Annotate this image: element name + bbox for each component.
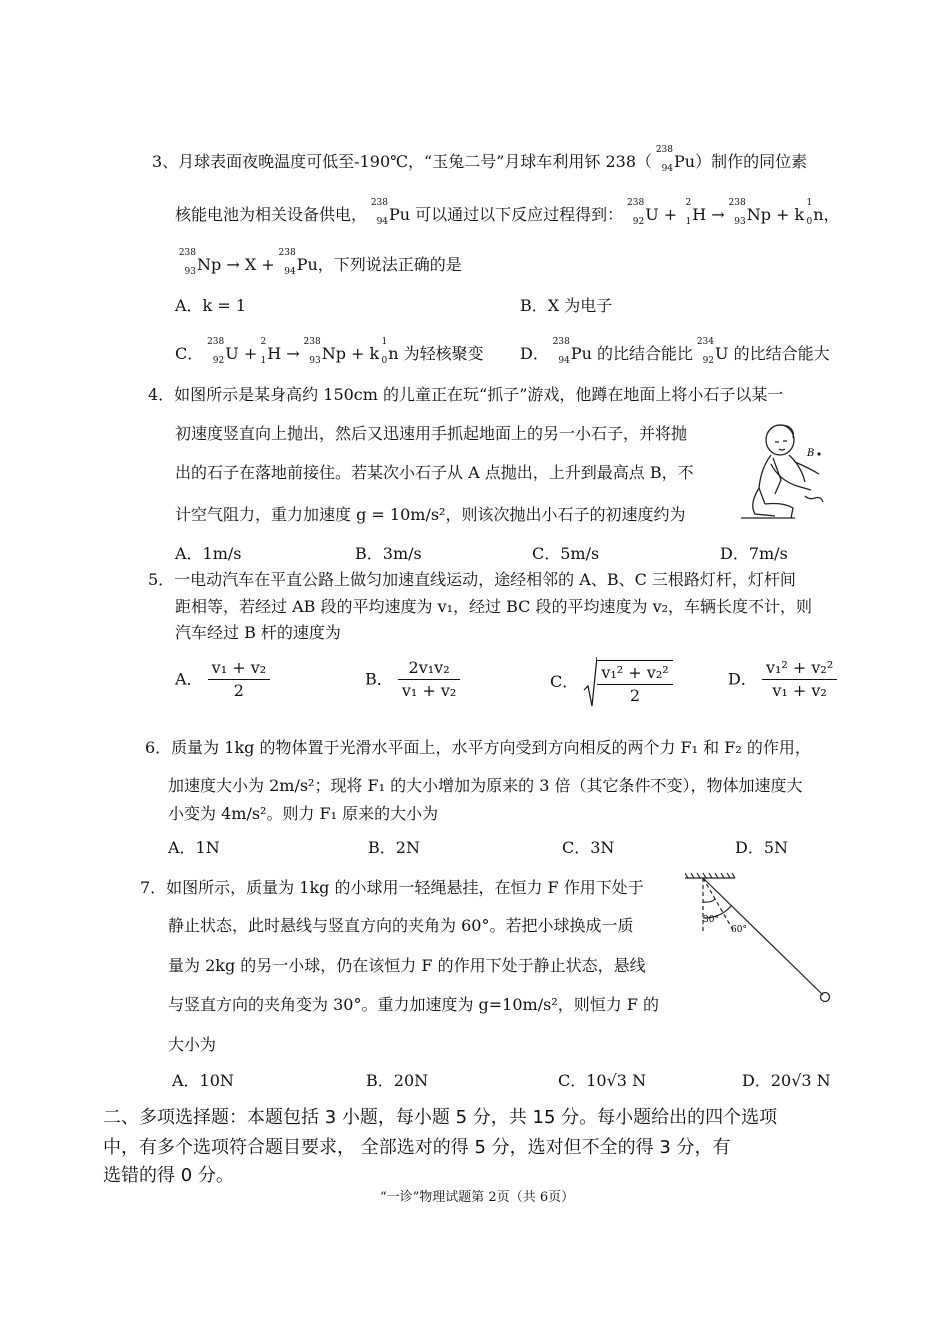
q3-line1: 3、月球表面夜晚温度可低至-190℃，“玉兔二号”月球车利用钚 238（ 238 94 Pu）制作的同位素 (152, 145, 808, 174)
q7-line2: 静止状态，此时悬线与竖直方向的夹角为 60°。若把小球换成一质 (168, 916, 634, 935)
q6-option-c: C．3N (562, 838, 615, 857)
q7-option-d: D．20√3 N (742, 1071, 831, 1090)
q7-option-a: A．10N (172, 1071, 234, 1090)
point-b-label: B (807, 448, 815, 459)
q3-line3: 238 93 Np → X + 238 94 Pu，下列说法正确的是 (178, 248, 462, 277)
q3-option-c: C． 238 92 U + 2 1 H → 238 93 Np + k 1 0 n 为轻核聚变 (175, 337, 484, 366)
q3-line2: 核能电池为相关设备供电， 238 94 Pu 可以通过以下反应过程得到： 238 92 U + 2 1 H → 238 93 Np + k 1 0 n， (175, 198, 840, 227)
section2-line1: 二、多项选择题：本题包括 3 小题，每小题 5 分，共 15 分。每小题给出的四个选项 (103, 1107, 778, 1128)
q7-line3: 量为 2kg 的另一小球，仍在该恒力 F 的作用下处于静止状态，悬线 (168, 956, 646, 975)
q5-option-c: C． $\frac{\text{v₁² + v₂²}}{2}$ (550, 656, 673, 708)
q4-line4: 计空气阻力，重力加速度 g = 10m/s²，则该次抛出小石子的初速度约为 (175, 505, 686, 524)
q6-option-d: D．5N (735, 838, 789, 857)
stone-dot (817, 452, 820, 455)
q5-line1: 5．一电动汽车在平直公路上做匀加速直线运动，途经相邻的 A、B、C 三根路灯杆，灯杆间 (148, 570, 796, 589)
q7-option-b: B．20N (366, 1071, 429, 1090)
q4-option-a: A．1m/s (175, 544, 242, 563)
section2-line3: 选错的得 0 分。 (103, 1165, 234, 1186)
q3-option-d: D． 238 94 Pu 的比结合能比 234 92 U 的比结合能大 (520, 337, 830, 366)
q6-option-b: B．2N (368, 838, 420, 857)
sqrt-sign-icon (583, 656, 597, 708)
q4-option-d: D．7m/s (720, 544, 788, 563)
section2-line2: 中，有多个选项符合题目要求， 全部选对的得 5 分，选对但不全的得 3 分，有 (103, 1137, 731, 1158)
angle-60-label: 60° (731, 925, 747, 935)
page-footer: “一诊”物理试题第 2页（共 6页） (380, 1190, 575, 1205)
q4-option-b: B．3m/s (355, 544, 422, 563)
q6-line1: 6．质量为 1kg 的物体置于光滑水平面上，水平方向受到方向相反的两个力 F₁ 和 F₂ 的作用， (145, 738, 811, 757)
q3-option-b: B．X 为电子 (520, 296, 613, 315)
q3-option-a: A．k = 1 (175, 296, 247, 315)
q4-line3: 出的石子在落地前接住。若某次小石子从 A 点抛出，上升到最高点 B，不 (175, 463, 694, 482)
q7-line4: 与竖直方向的夹角变为 30°。重力加速度为 g=10m/s²，则恒力 F 的 (168, 995, 660, 1014)
q7-line5: 大小为 (168, 1035, 217, 1054)
q5-option-a: A． $\frac{\text{v₁ + v₂}}{2}$ (175, 660, 270, 699)
pendulum-figure (685, 872, 835, 1007)
child-playing-figure (735, 418, 835, 528)
q5-line3: 汽车经过 B 杆的速度为 (175, 623, 341, 642)
angle-30-label: 30° (703, 915, 719, 925)
q6-line2: 加速度大小为 2m/s²；现将 F₁ 的大小增加为原来的 3 倍（其它条件不变），物体加速度大 (168, 776, 803, 795)
q5-option-d: D． $\frac{\text{v₁² + v₂²}}{\text{v₁ + v₂}}$ (728, 660, 837, 699)
q6-line3: 小变为 4m/s²。则力 F₁ 原来的大小为 (168, 804, 439, 823)
q7-option-c: C．10√3 N (558, 1071, 647, 1090)
q4-line2: 初速度竖直向上抛出，然后又迅速用手抓起地面上的另一小石子，并将抛 (175, 424, 688, 443)
q5-option-b: B． $\frac{\text{2v₁v₂}}{\text{v₁ + v₂}}$ (365, 660, 460, 699)
q6-option-a: A．1N (168, 838, 220, 857)
q4-line1: 4．如图所示是某身高约 150cm 的儿童正在玩“抓子”游戏，他蹲在地面上将小石子以某一 (148, 385, 784, 404)
q7-line1: 7．如图所示，质量为 1kg 的小球用一轻绳悬挂，在恒力 F 作用下处于 (140, 878, 644, 897)
q4-option-c: C．5m/s (532, 544, 600, 563)
q5-line2: 距相等，若经过 AB 段的平均速度为 v₁，经过 BC 段的平均速度为 v₂，车辆长度不计，则 (175, 597, 813, 616)
